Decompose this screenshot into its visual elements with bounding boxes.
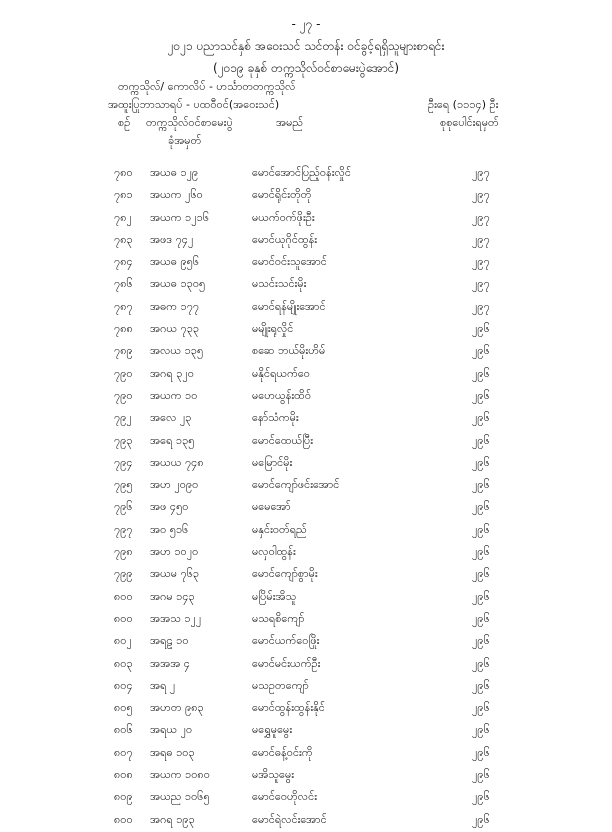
table-row — [0, 787, 612, 809]
table-row — [0, 631, 612, 653]
row-number: ၈၀၆ — [114, 723, 133, 737]
table-row — [0, 252, 612, 274]
student-name: မောင်ဝင်းသူအောင် — [252, 255, 327, 269]
total-score: ၂၉၆ — [472, 723, 490, 737]
total-score: ၂၉၇ — [472, 299, 490, 313]
total-score: ၂၉၇ — [472, 210, 490, 224]
student-name: မသဥတကျော် — [252, 678, 309, 692]
row-number: ၈၀၀ — [114, 589, 133, 603]
roll-number: အဂယ ၇၃၃ — [150, 322, 200, 336]
row-number: ၇၉၆ — [114, 500, 133, 514]
row-number: ၈၀၉ — [114, 790, 133, 804]
table-row — [0, 453, 612, 475]
roll-number: အဟ ၂၀၉၀ — [150, 478, 199, 492]
row-number: ၇၈၁ — [114, 188, 133, 202]
roll-number: အလေ ၂၃ — [150, 411, 192, 425]
roll-number: အအသ ၁၂၂ — [150, 611, 202, 625]
page-number: - ၂၇ - — [291, 17, 321, 31]
total-score: ၂၉၆ — [472, 455, 490, 469]
total-score: ၂၉၆ — [472, 790, 490, 804]
total-score: ၂၉၆ — [472, 366, 490, 380]
row-number: ၇၈၃ — [114, 232, 133, 246]
student-name: မောင်ယုဂိုင်ထွန်း — [252, 232, 318, 246]
student-name: မောင်ကျော်ဖင်းအောင် — [252, 478, 340, 492]
student-name: မောင်ရိုင်းတိုတို — [252, 188, 312, 202]
column-roll: တက္ကသိုလ်ဝင်စာမေးပွဲ — [146, 116, 233, 129]
student-name: စဆေ ဘယ်မိုးဟိမ် — [252, 344, 326, 358]
roll-number: အဂရ ၁၉၃ — [150, 812, 195, 826]
row-number: ၈၀၈ — [114, 768, 133, 782]
table-row — [0, 542, 612, 564]
student-name: မောင်ကျော်စွာမိုး — [252, 567, 318, 581]
total-score: ၂၉၆ — [472, 656, 490, 670]
total-score: ၂၉၆ — [472, 812, 490, 826]
row-number: ၇၉၀ — [114, 388, 133, 402]
table-row — [0, 185, 612, 207]
student-name: မပြိမ်းအိသူ — [252, 589, 297, 603]
total-score: ၂၉၆ — [472, 344, 490, 358]
table-row — [0, 609, 612, 631]
results-table — [0, 163, 612, 832]
table-row — [0, 431, 612, 453]
total-score: ၂၉၆ — [472, 388, 490, 402]
table-row — [0, 297, 612, 319]
roll-number: အဂမ ၁၄၃ — [150, 589, 195, 603]
table-row — [0, 497, 612, 519]
total-score: ၂၉၇ — [472, 232, 490, 246]
row-number: ၇၈၄ — [114, 255, 133, 269]
total-score: ၂၉၆ — [472, 522, 490, 536]
total-score: ၂၉၆ — [472, 701, 490, 715]
row-number: ၇၉၇ — [114, 522, 133, 536]
table-row — [0, 163, 612, 185]
table-row — [0, 698, 612, 720]
table-header — [0, 98, 612, 158]
student-name: မသင်းသင်းမိုး — [252, 277, 307, 291]
student-name: မောင်ယက်ဝေဖြိုး — [252, 634, 320, 648]
total-score: ၂၉၆ — [472, 589, 490, 603]
row-number: ၇၉၃ — [114, 433, 133, 447]
roll-number: အဖ ၄၅၀ — [150, 500, 189, 514]
roll-number: အရဠ ၁၀ — [150, 634, 189, 648]
column-name: အမည် — [276, 116, 304, 129]
roll-number: အဓက ၁၇၇ — [150, 299, 200, 313]
document-title: ၂၀၂၁ ပညာသင်နှစ် အဝေးသင် သင်တန်း ဝင်ခွင့်ရရှိသူများစာရင်း — [167, 39, 445, 53]
column-no: စဉ် — [118, 116, 131, 129]
total-score: ၂၉၆ — [472, 634, 490, 648]
student-name: မမြောင်မိုး — [252, 455, 293, 469]
table-row — [0, 676, 612, 698]
student-name: မောင်ဝေဟိုလင်း — [252, 790, 318, 804]
row-number: ၇၉၀ — [114, 366, 133, 380]
table-row — [0, 810, 612, 832]
student-name: မောင်ဓန့်ဝင်းကို — [252, 745, 313, 759]
row-number: ၈၀၃ — [114, 656, 133, 670]
table-row — [0, 386, 612, 408]
total-score: ၂၉၇ — [472, 188, 490, 202]
student-name: မယက်ဝက်ဖိုးဦး — [252, 210, 315, 224]
total-score: ၂၉၇ — [472, 255, 490, 269]
roll-number: အယဓ ၁၂၉ — [150, 166, 199, 179]
table-row — [0, 654, 612, 676]
student-name: မရွှေမူမွေး — [252, 723, 293, 737]
table-row — [0, 230, 612, 252]
student-name: မောင်ထေယ်ပြီး — [252, 433, 314, 447]
student-name: မအိသူမွေး — [252, 768, 295, 782]
row-number: ၈၀၀ — [114, 611, 133, 625]
total-score: ၂၉၇ — [472, 166, 490, 179]
row-number: ၈၀၄ — [114, 678, 133, 692]
row-number: ၇၈၉ — [114, 344, 133, 358]
student-name: မောင်ရဲလင်းအောင် — [252, 812, 327, 826]
row-number: ၇၉၂ — [114, 411, 132, 425]
count-label: ဦးရေ (၁၁၁၄) ဦး — [428, 98, 499, 111]
table-row — [0, 475, 612, 497]
total-score: ၂၉၆ — [472, 478, 490, 492]
roll-number: အရဓ ၁၀၃ — [150, 745, 195, 759]
roll-number: အလယ ၁၃၅ — [150, 344, 204, 358]
document-subtitle: (၂၀၁၉ ခုနှစ် တက္ကသိုလ်ဝင်စာမေးပွဲအောင်) — [212, 61, 400, 75]
table-row — [0, 720, 612, 742]
column-score: စုစုပေါင်းရမှတ် — [440, 116, 499, 129]
university-line: တက္ကသိုလ်/ ကောလိပ် - ဟင်္သာတတက္ကသိုလ် — [118, 80, 296, 93]
row-number: ၇၉၄ — [114, 455, 133, 469]
roll-number: အယယ ၇၄၈ — [150, 455, 204, 469]
total-score: ၂၉၆ — [472, 678, 490, 692]
student-name: မောင်ရန်မျိုးအောင် — [252, 299, 326, 313]
student-name: မမေအော် — [252, 500, 291, 514]
roll-number: အဟတ ၉၈၃ — [150, 701, 204, 715]
roll-number: အယက ၁၂၁၆ — [150, 210, 210, 224]
roll-number: အရ ၂ — [150, 678, 176, 692]
roll-number: အဂရ ၃၂၀ — [150, 366, 194, 380]
table-row — [0, 587, 612, 609]
row-number: ၇၈၇ — [114, 299, 133, 313]
roll-number: အဝ ၅၁၆ — [150, 522, 189, 536]
student-name: မမျိုးရုလှိုင် — [252, 322, 294, 336]
table-row — [0, 743, 612, 765]
row-number: ၈၀၀ — [114, 812, 133, 826]
student-name: မနှင်းဝတ်ရည် — [252, 522, 307, 536]
row-number: ၇၉၈ — [114, 545, 133, 559]
roll-number: အအအ ၄ — [150, 656, 190, 670]
table-row — [0, 319, 612, 341]
total-score: ၂၉၆ — [472, 411, 490, 425]
total-score: ၂၉၆ — [472, 567, 490, 581]
roll-number: အဟ ၁၀၂၀ — [150, 545, 199, 559]
row-number: ၇၉၉ — [114, 567, 133, 581]
student-name: မောင်ထွန်းထွန်းနိုင် — [252, 701, 325, 715]
table-row — [0, 564, 612, 586]
roll-number: အယဓ ၉၅၆ — [150, 255, 200, 269]
table-row — [0, 341, 612, 363]
total-score: ၂၉၆ — [472, 611, 490, 625]
table-row — [0, 520, 612, 542]
roll-number: အယက ၁၀ — [150, 388, 198, 402]
student-name: မဟေယွန်းထိဝ် — [252, 388, 311, 402]
row-number: ၇၈၆ — [114, 277, 133, 291]
row-number: ၇၈၈ — [114, 322, 133, 336]
row-number: ၇၈၂ — [114, 210, 132, 224]
total-score: ၂၉၆ — [472, 745, 490, 759]
roll-number: အယက ၁၀၈၀ — [150, 768, 210, 782]
total-score: ၂၉၆ — [472, 545, 490, 559]
row-number: ၇၈၀ — [114, 166, 133, 179]
row-number: ၈၀၅ — [114, 701, 133, 715]
total-score: ၂၉၆ — [472, 433, 490, 447]
roll-number: အယက ၂၆၀ — [150, 188, 203, 202]
roll-number: အယည ၁၀၆၅ — [150, 790, 210, 804]
student-name: နော်သံကမိုး — [252, 411, 299, 425]
roll-number: အဖဒ ၇၄၂ — [150, 232, 194, 246]
table-row — [0, 364, 612, 386]
total-score: ၂၉၇ — [472, 277, 490, 291]
student-name: မသရစိကျော် — [252, 611, 305, 625]
student-name: မနိုင်ရယက်ဝေ — [252, 366, 310, 380]
category-label: အထူးပြုဘာသာရပ် - ပထဝီဝင်(အဝေးသင်) — [108, 98, 280, 111]
total-score: ၂၉၆ — [472, 500, 490, 514]
roll-number: အရယ ၂၀ — [150, 723, 193, 737]
roll-number: အရေ ၁၃၅ — [150, 433, 195, 447]
table-row — [0, 765, 612, 787]
row-number: ၈၀၇ — [114, 745, 133, 759]
total-score: ၂၉၆ — [472, 322, 490, 336]
column-roll-sub: ခုံအမှတ် — [168, 134, 202, 147]
table-row — [0, 274, 612, 296]
student-name: မလှဝါထွန်း — [252, 545, 296, 559]
roll-number: အယဓ ၁၃၀၅ — [150, 277, 206, 291]
roll-number: အယမ ၇၆၃ — [150, 567, 200, 581]
total-score: ၂၉၆ — [472, 768, 490, 782]
student-name: မောင်မင်းယက်ဦး — [252, 656, 321, 670]
table-row — [0, 208, 612, 230]
student-name: မောင်အောင်ပြည့်ဝန်းလှိုင် — [252, 166, 351, 179]
row-number: ၇၉၅ — [114, 478, 133, 492]
table-row — [0, 408, 612, 430]
row-number: ၈၀၂ — [114, 634, 132, 648]
